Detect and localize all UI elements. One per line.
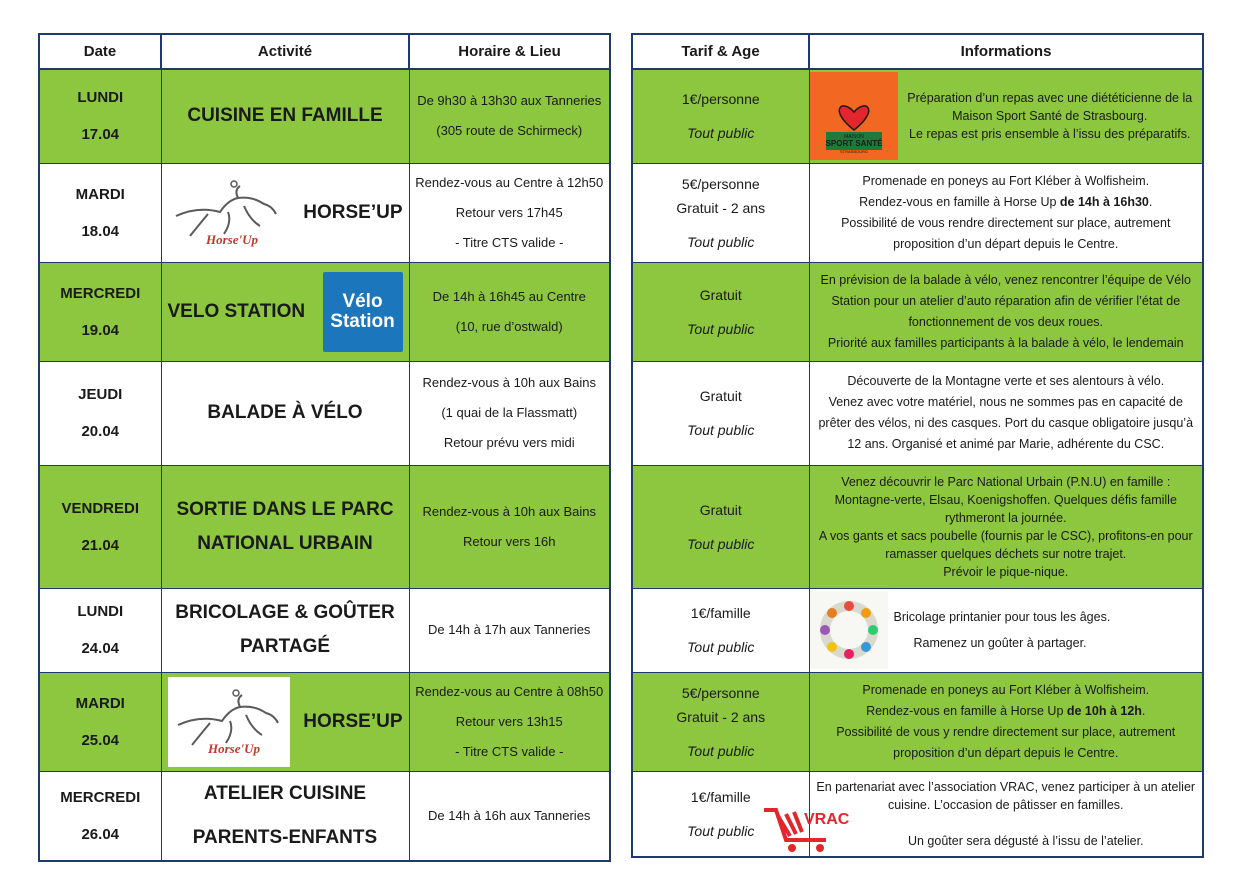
info-text-bold: de 10h à 12h <box>1066 703 1142 718</box>
table-row <box>39 69 610 163</box>
age-label: Tout public <box>687 535 755 552</box>
info-text: En prévision de la balade à vélo, venez rencontrer l’équipe de Vélo Station pour un atelier d’auto réparation afin de vérifier l’état de fonctionnement de vos deux roues. <box>820 272 1191 329</box>
tarif-line: Gratuit <box>699 286 742 303</box>
date-label: 18.04 <box>81 222 120 240</box>
info-text: . <box>1141 703 1146 718</box>
activity-cell <box>161 588 409 672</box>
activity-cell <box>161 771 409 861</box>
activity-cell <box>161 361 409 465</box>
horaire-line: De 9h30 à 13h30 aux Tanneries <box>417 93 602 109</box>
info-text: Le repas est pris ensemble à l’issu des préparatifs. <box>909 127 1191 142</box>
tarif-line: 1€/famille <box>690 788 751 805</box>
table-row <box>632 771 1203 857</box>
table-row <box>632 672 1203 771</box>
activity-title: PARTAGÉ <box>239 636 331 657</box>
header-date: Date <box>39 34 161 69</box>
table-row <box>632 69 1203 163</box>
schedule-table-left <box>38 33 611 862</box>
table-row <box>632 361 1203 465</box>
activity-cell <box>161 465 409 588</box>
schedule-table-right <box>631 33 1204 858</box>
horse-up-logo-text: Horse'Up <box>207 740 260 756</box>
velo-station-logo <box>323 272 403 352</box>
tarif-line: 1€/famille <box>690 605 751 621</box>
info-text: Promenade en poneys au Fort Kléber à Wolfisheim. <box>862 173 1150 188</box>
info-cell <box>809 361 1203 465</box>
horaire-cell <box>409 262 610 361</box>
tarif-line: 5€/personne <box>681 684 760 701</box>
date-label: 21.04 <box>81 536 120 554</box>
tarif-line: Gratuit <box>699 388 742 404</box>
horaire-line: Retour vers 16h <box>463 533 556 549</box>
date-label: 26.04 <box>81 825 120 843</box>
table-row <box>39 361 610 465</box>
info-text: Possibilité de vous y rendre directement sur place, autrement proposition d’un départ depuis le Centre. <box>836 724 1176 760</box>
table-row <box>39 771 610 861</box>
day-label: VENDREDI <box>61 499 139 517</box>
activity-title: HORSE’UP <box>303 201 403 223</box>
horse-up-logo <box>168 176 286 250</box>
header-tarif: Tarif & Age <box>632 34 809 69</box>
info-text: Rendez-vous en famille à Horse Up <box>866 703 1067 718</box>
info-text: En partenariat avec l’association VRAC, venez participer à un atelier cuisine. L’occasion de pâtisser en familles. <box>816 779 1196 812</box>
info-cell <box>809 465 1203 588</box>
table-row <box>39 672 610 771</box>
header-horaire: Horaire & Lieu <box>409 34 610 69</box>
horaire-line: (305 route de Schirmeck) <box>436 123 583 139</box>
table-row <box>632 588 1203 672</box>
horaire-cell <box>409 465 610 588</box>
horaire-line: De 14h à 16h45 au Centre <box>432 288 586 304</box>
date-cell <box>39 69 161 163</box>
info-cell <box>809 262 1203 361</box>
header-activite: Activité <box>161 34 409 69</box>
age-label: Tout public <box>687 233 755 250</box>
day-label: LUNDI <box>77 89 124 107</box>
tarif-cell <box>632 262 809 361</box>
horaire-line: Rendez-vous au Centre à 08h50 <box>415 683 604 699</box>
tarif-cell <box>632 361 809 465</box>
activity-cell <box>161 163 409 262</box>
info-text: Prévoir le pique-nique. <box>943 564 1069 579</box>
info-text: Un goûter sera dégusté à l’issu de l’atelier. <box>907 833 1144 848</box>
horaire-cell <box>409 672 610 771</box>
tarif-cell <box>632 672 809 771</box>
velo-logo-text: Station <box>330 310 395 332</box>
header-informations: Informations <box>809 34 1203 69</box>
maison-sport-sante-logo <box>810 72 898 160</box>
activity-cell <box>161 262 409 361</box>
info-text: Possibilité de vous rendre directement sur place, autrement proposition d’un départ depuis le Centre. <box>841 215 1171 251</box>
horaire-line: - Titre CTS valide - <box>455 234 564 250</box>
info-text: Rendez-vous en famille à Horse Up <box>859 194 1060 209</box>
table-row <box>39 465 610 588</box>
activity-title: SORTIE DANS LE PARC <box>176 498 394 520</box>
tarif-line: 5€/personne <box>681 175 760 192</box>
age-label: Tout public <box>687 422 755 438</box>
horaire-line: (10, rue d’ostwald) <box>455 318 563 334</box>
horaire-line: Retour vers 17h45 <box>455 204 563 220</box>
tarif-line: Gratuit - 2 ans <box>676 708 766 725</box>
horaire-cell <box>409 361 610 465</box>
vrac-logo-text: VRAC <box>804 811 850 828</box>
date-label: 20.04 <box>81 423 120 440</box>
horse-up-logo <box>168 677 290 767</box>
horaire-cell <box>409 588 610 672</box>
horaire-line: Rendez-vous à 10h aux Bains <box>422 375 596 390</box>
info-text: . <box>1148 194 1153 209</box>
tarif-cell <box>632 69 809 163</box>
flower-wreath-image <box>810 591 888 669</box>
info-text: Bricolage printanier pour tous les âges. <box>893 610 1111 624</box>
tarif-cell <box>632 588 809 672</box>
age-label: Tout public <box>687 639 755 655</box>
table-row <box>632 163 1203 262</box>
horaire-cell <box>409 163 610 262</box>
horse-up-logo-text: Horse'Up <box>205 231 258 247</box>
date-cell <box>39 163 161 262</box>
info-text: Promenade en poneys au Fort Kléber à Wolfisheim. <box>862 682 1150 697</box>
activity-cell <box>161 672 409 771</box>
day-label: MERCREDI <box>60 788 141 806</box>
info-text: A vos gants et sacs poubelle (fournis par le CSC), profitons-en pour ramasser quelques déchets sur notre trajet. <box>818 528 1193 561</box>
date-cell <box>39 588 161 672</box>
date-cell <box>39 672 161 771</box>
info-text: Priorité aux familles participants à la balade à vélo, le lendemain <box>827 335 1184 350</box>
info-text: Ramenez un goûter à partager. <box>913 636 1087 650</box>
tarif-line: Gratuit - 2 ans <box>676 199 766 216</box>
date-cell <box>39 262 161 361</box>
horaire-line: Rendez-vous au Centre à 12h50 <box>415 174 604 190</box>
activity-title: PARENTS-ENFANTS <box>192 826 378 848</box>
table-row <box>39 163 610 262</box>
activity-title: HORSE’UP <box>303 710 403 732</box>
age-label: Tout public <box>687 320 755 337</box>
table-row <box>632 465 1203 588</box>
date-cell <box>39 771 161 861</box>
horaire-line: De 14h à 17h aux Tanneries <box>428 622 591 637</box>
day-label: MERCREDI <box>60 284 141 302</box>
info-text: Préparation d’un repas avec une diététicienne de la Maison Sport Santé de Strasbourg. <box>907 91 1193 124</box>
activity-title: BALADE À VÉLO <box>207 402 363 423</box>
info-text-bold: de 14h à 16h30 <box>1059 194 1149 209</box>
age-label: Tout public <box>687 125 755 142</box>
day-label: JEUDI <box>78 386 123 403</box>
table-row <box>39 262 610 361</box>
horaire-line: Rendez-vous à 10h aux Bains <box>422 503 596 519</box>
vrac-logo <box>760 800 860 856</box>
tarif-cell <box>632 163 809 262</box>
tarif-line: 1€/personne <box>681 91 760 108</box>
date-cell <box>39 465 161 588</box>
info-text: Venez découvrir le Parc National Urbain (P.N.U) en famille : Montagne-verte, Elsau, Koenigshoffen. Quelques défis famille rythmeront la journée. <box>834 474 1177 525</box>
logo-text: SPORT SANTÉ <box>825 139 882 149</box>
horaire-line: (1 quai de la Flassmatt) <box>441 405 578 420</box>
date-cell <box>39 361 161 465</box>
horaire-cell <box>409 771 610 861</box>
activity-title: BRICOLAGE & GOÛTER <box>175 602 395 623</box>
date-label: 19.04 <box>81 321 120 339</box>
info-cell <box>809 69 1203 163</box>
activity-cell <box>161 69 409 163</box>
tarif-cell <box>632 465 809 588</box>
info-cell <box>809 163 1203 262</box>
info-cell <box>809 771 1203 857</box>
info-text: Venez avec votre matériel, nous ne sommes pas en capacité de prêter des vélos, ni des casques. Port du casque obligatoire jusqu’à 12 ans. Organisé et animé par Marie, adhérente du CSC. <box>818 395 1194 451</box>
tarif-line: Gratuit <box>699 501 742 518</box>
table-row <box>632 262 1203 361</box>
info-cell <box>809 672 1203 771</box>
table-row <box>39 588 610 672</box>
date-label: 25.04 <box>81 731 120 749</box>
info-text: Découverte de la Montagne verte et ses alentours à vélo. <box>847 374 1165 388</box>
logo-text: STRASBOURG <box>839 149 868 155</box>
age-label: Tout public <box>687 742 755 759</box>
velo-logo-text: Vélo <box>342 290 383 312</box>
activity-title: ATELIER CUISINE <box>203 782 367 804</box>
date-label: 24.04 <box>81 640 120 657</box>
activity-title: VELO STATION <box>167 300 306 322</box>
age-label: Tout public <box>687 822 755 839</box>
activity-title: CUISINE EN FAMILLE <box>187 105 383 127</box>
logo-text: MAISON <box>843 134 864 141</box>
horaire-line: - Titre CTS valide - <box>455 743 564 759</box>
day-label: MARDI <box>75 694 125 712</box>
info-cell <box>809 588 1203 672</box>
horaire-line: De 14h à 16h aux Tanneries <box>428 807 591 823</box>
horaire-line: Retour vers 13h15 <box>455 713 563 729</box>
date-label: 17.04 <box>81 126 120 144</box>
day-label: LUNDI <box>77 603 124 620</box>
horaire-line: Retour prévu vers midi <box>443 435 575 450</box>
activity-title: NATIONAL URBAIN <box>197 532 373 554</box>
horaire-cell <box>409 69 610 163</box>
day-label: MARDI <box>75 185 125 203</box>
